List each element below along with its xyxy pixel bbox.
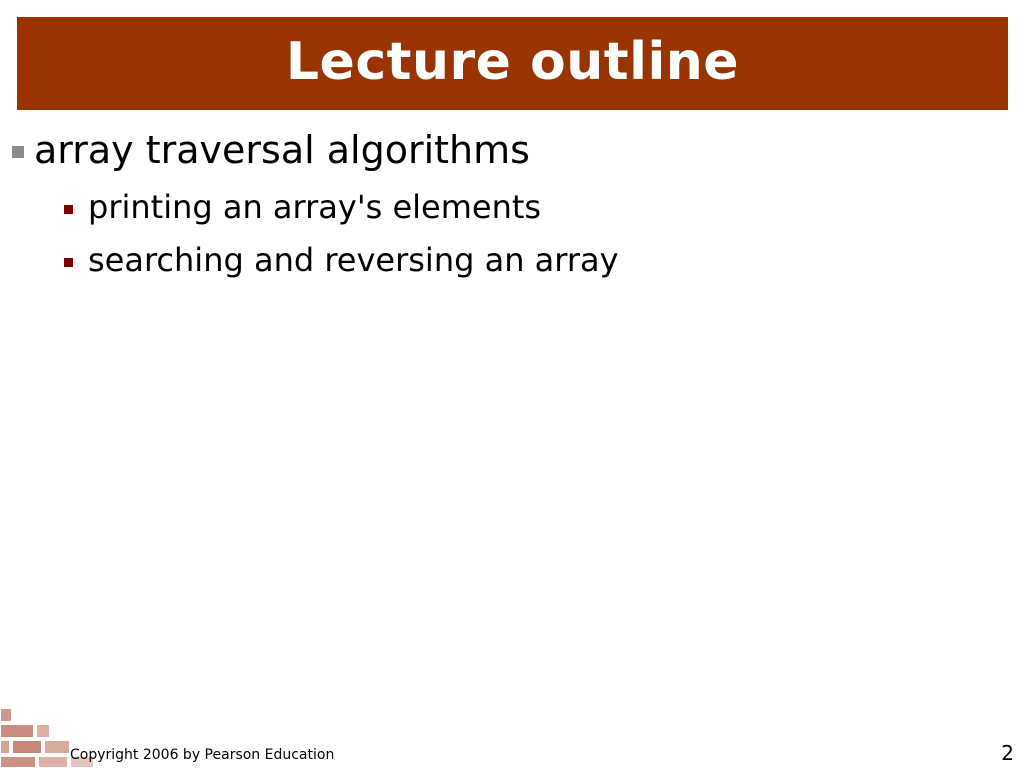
square-bullet-icon [64, 258, 73, 267]
square-bullet-icon [64, 205, 73, 214]
bullet-item-level2 [64, 240, 619, 280]
slide-title: Lecture outline [285, 31, 740, 92]
sub-bullet-text: printing an array's elements [88, 188, 542, 226]
sub-bullet-text: searching and reversing an array [88, 241, 619, 279]
bullet-item-level2 [64, 187, 541, 227]
bullet-item-level1 [12, 127, 530, 173]
bullet-text: array traversal algorithms [34, 128, 530, 172]
square-bullet-icon [12, 146, 24, 158]
copyright-footer: Copyright 2006 by Pearson Education [70, 747, 335, 763]
page-number: 2 [1001, 741, 1014, 765]
